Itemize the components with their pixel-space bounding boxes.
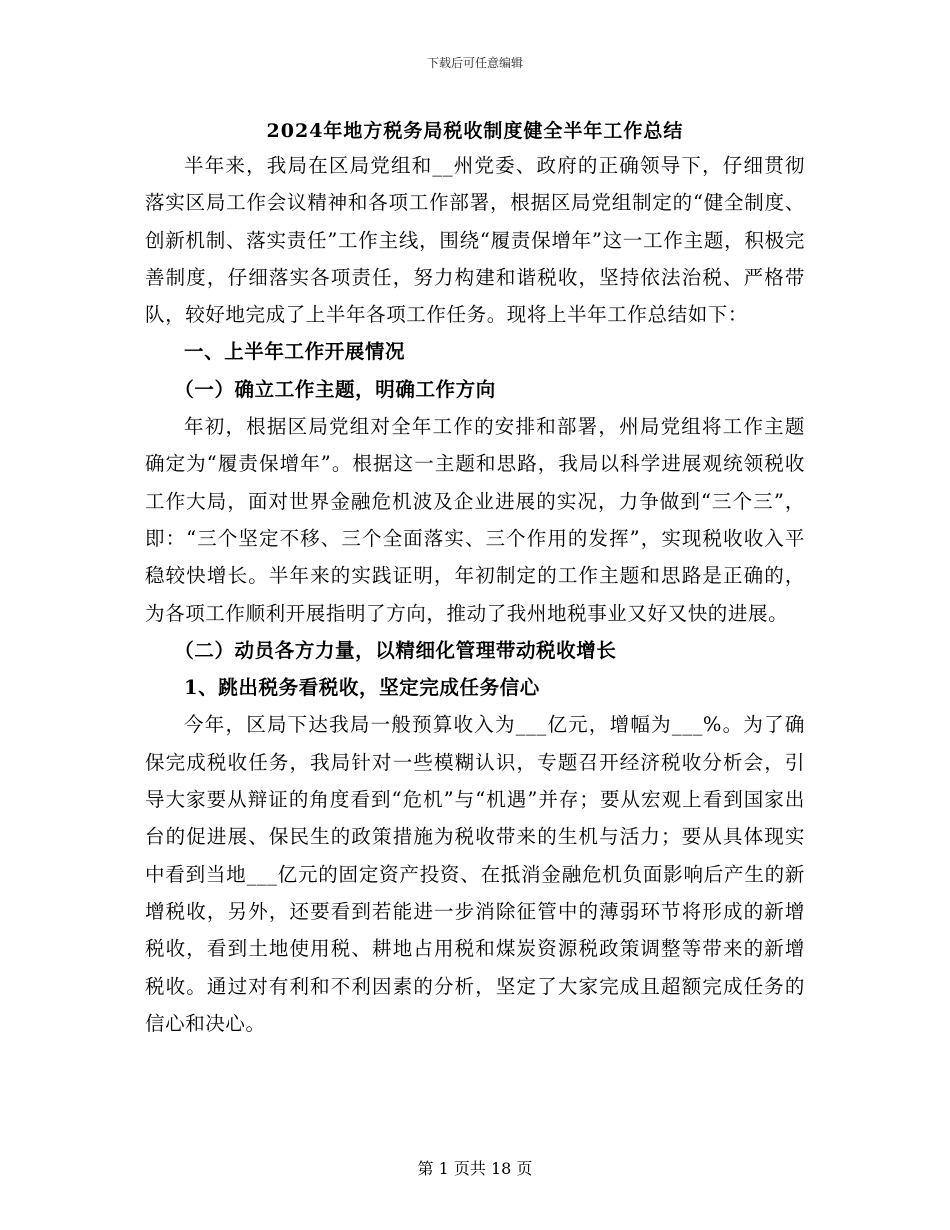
document-body — [145, 147, 805, 1042]
body-paragraph-2: 今年，区局下达我局一般预算收入为___亿元，增幅为___%。为了确保完成税收任务，我局针对一些模糊认识，专题召开经济税收分析会，引导大家要从辩证的角度看到“危机”与“机遇”并存；要从宏观上看到国家出台的促进展、保民生的政策措施为税收带来的生机与活力；要从具体现实中看到当地___亿元的固定资产投资、在抵消金融危机负面影响后产生的新增税收，另外，还要看到若能进一步消除征管中的薄弱环节将形成的新增税收，看到土地使用税、耕地占用税和煤炭资源税政策调整等带来的新增税收。通过对有利和不利因素的分析，坚定了大家完成且超额完成任务的信心和决心。 — [145, 713, 805, 1035]
page-footer: 第 1 页共 18 页 — [417, 1159, 533, 1178]
subsection-heading-1: （一）确立工作主题，明确工作方向 — [174, 377, 496, 401]
item-heading-1: 1、跳出税务看税收，坚定完成任务信心 — [184, 676, 540, 700]
intro-paragraph: 半年来，我局在区局党组和__州党委、政府的正确领导下，仔细贯彻落实区局工作会议精神和各项工作部署，根据区局党组制定的“健全制度、创新机制、落实责任”工作主线，围绕“履责保增年”这一工作主题，积极完善制度，仔细落实各项责任，努力构建和谐税收，坚持依法治税、严格带队，较好地完成了上半年各项工作任务。现将上半年工作总结如下： — [145, 154, 805, 327]
subsection-heading-2: （二）动员各方力量，以精细化管理带动税收增长 — [174, 638, 617, 662]
document-title: 2024年地方税务局税收制度健全半年工作总结 — [266, 120, 684, 142]
header-note: 下载后可任意编辑 — [426, 56, 523, 70]
body-paragraph-1: 年初，根据区局党组对全年工作的安排和部署，州局党组将工作主题确定为“履责保增年”。根据这一主题和思路，我局以科学进展观统领税收工作大局，面对世界金融危机波及企业进展的实况，力争做到“三个三”，即：“三个坚定不移、三个全面落实、三个作用的发挥”，实现税收收入平稳较快增长。半年来的实践证明，年初制定的工作主题和思路是正确的，为各项工作顺利开展指明了方向，推动了我州地税事业又好又快的进展。 — [145, 415, 805, 625]
section-heading-1: 一、上半年工作开展情况 — [184, 340, 406, 364]
